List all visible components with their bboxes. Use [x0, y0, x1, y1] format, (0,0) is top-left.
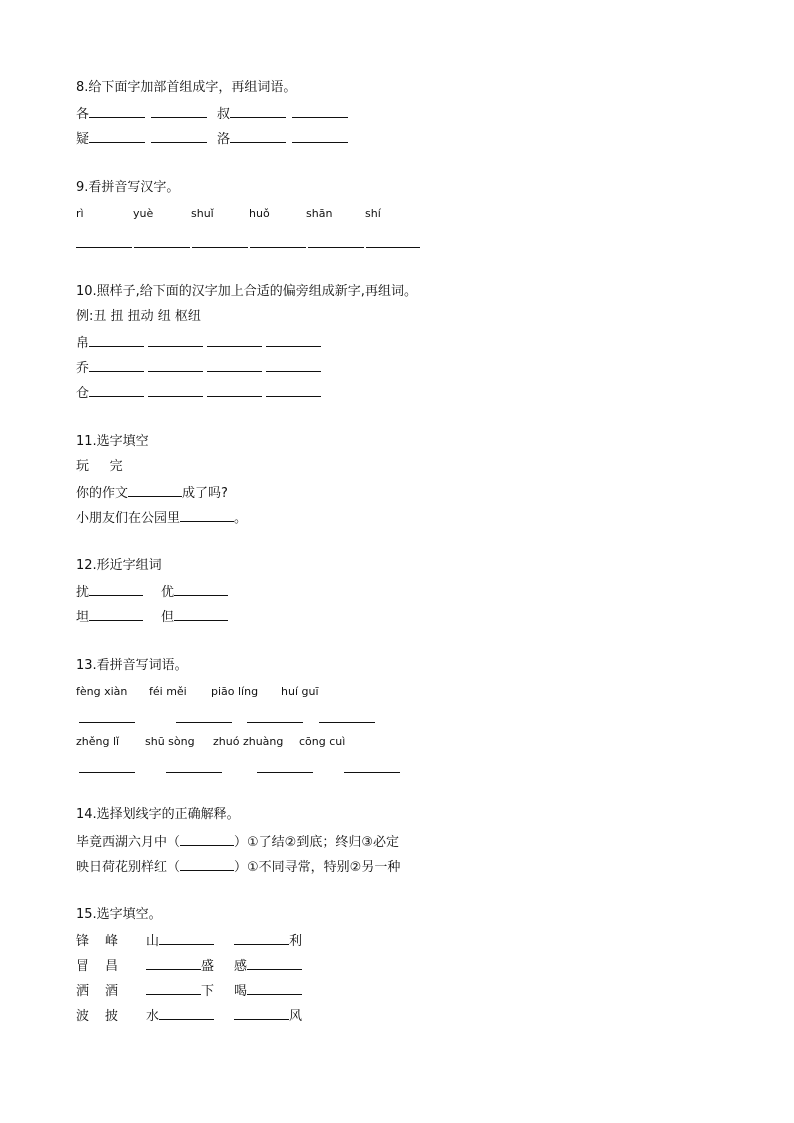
q9-pinyin: rì: [76, 207, 84, 220]
q8-char: 洛: [217, 132, 231, 147]
q12-char: 坦: [76, 610, 90, 625]
q15-row-4: [76, 1006, 302, 1026]
answer-blank[interactable]: [366, 247, 420, 248]
answer-blank[interactable]: [176, 722, 232, 723]
answer-blank[interactable]: [180, 508, 234, 522]
q15-char: 披: [105, 1009, 119, 1024]
q14-l2-before: 映日荷花别样红（: [76, 860, 181, 875]
answer-blank[interactable]: [166, 772, 222, 773]
q12-row-2: [76, 607, 228, 627]
answer-blank[interactable]: [234, 1006, 289, 1020]
q10-char: 仓: [76, 386, 90, 401]
answer-blank[interactable]: [180, 832, 234, 846]
answer-blank[interactable]: [230, 104, 286, 118]
answer-blank[interactable]: [344, 772, 400, 773]
q15-word-part: 利: [289, 934, 303, 949]
q8-row-1: [76, 104, 348, 124]
q13-pinyin: cōng cuì: [299, 735, 346, 748]
q15-row-3: [76, 981, 302, 1001]
q15-row-1: [76, 931, 302, 951]
answer-blank[interactable]: [247, 981, 302, 995]
q13-pinyin: fèng xiàn: [76, 685, 128, 698]
answer-blank[interactable]: [319, 722, 375, 723]
q15-char: 洒: [76, 984, 90, 999]
q13-pinyin: piāo líng: [211, 685, 259, 698]
answer-blank[interactable]: [151, 129, 207, 143]
answer-blank[interactable]: [148, 333, 203, 347]
q15-char: 酒: [105, 984, 119, 999]
answer-blank[interactable]: [159, 1006, 214, 1020]
q14-l1-before: 毕竟西湖六月中（: [76, 835, 181, 850]
q11-sentence-2: [76, 508, 247, 528]
answer-blank[interactable]: [292, 129, 348, 143]
q11-sentence-1: [76, 483, 228, 503]
q8-row-2: [76, 129, 348, 149]
q15-char: 昌: [105, 959, 119, 974]
answer-blank[interactable]: [151, 104, 207, 118]
q10-row-3: [76, 383, 321, 403]
answer-blank[interactable]: [128, 483, 182, 497]
answer-blank[interactable]: [247, 722, 303, 723]
answer-blank[interactable]: [247, 956, 302, 970]
q11-title: 11.选字填空: [76, 434, 149, 449]
q14-l1-after: ）①了结②到底；终归③必定: [234, 835, 399, 850]
answer-blank[interactable]: [207, 333, 262, 347]
answer-blank[interactable]: [192, 247, 248, 248]
answer-blank[interactable]: [207, 358, 262, 372]
q15-char: 冒: [76, 959, 90, 974]
answer-blank[interactable]: [148, 383, 203, 397]
answer-blank[interactable]: [266, 383, 321, 397]
answer-blank[interactable]: [89, 383, 144, 397]
answer-blank[interactable]: [148, 358, 203, 372]
answer-blank[interactable]: [89, 333, 144, 347]
q9-pinyin: huǒ: [249, 207, 270, 220]
q9-pinyin: yuè: [133, 207, 154, 220]
answer-blank[interactable]: [234, 931, 289, 945]
answer-blank[interactable]: [159, 931, 214, 945]
q11-s2-after: 。: [234, 511, 248, 526]
q14-line-2: [76, 857, 400, 877]
answer-blank[interactable]: [230, 129, 286, 143]
q13-pinyin: zhuó zhuàng: [213, 735, 284, 748]
answer-blank[interactable]: [79, 722, 135, 723]
q9-pinyin: shān: [306, 207, 333, 220]
q14-l2-after: ）①不同寻常，特别②另一种: [234, 860, 401, 875]
answer-blank[interactable]: [174, 607, 228, 621]
q15-word-part: 感: [234, 959, 248, 974]
q12-char: 优: [161, 585, 175, 600]
q13-title: 13.看拼音写词语。: [76, 658, 188, 673]
q15-row-2: [76, 956, 302, 976]
q12-title: 12.形近字组词: [76, 558, 162, 573]
q9-pinyin: shuǐ: [191, 207, 214, 220]
q10-row-2: [76, 358, 321, 378]
answer-blank[interactable]: [89, 358, 144, 372]
q15-word-part: 山: [146, 934, 160, 949]
q11-options: 玩 完: [76, 459, 123, 474]
answer-blank[interactable]: [266, 333, 321, 347]
q12-row-1: [76, 582, 228, 602]
q15-word-part: 下: [201, 984, 215, 999]
q8-char: 各: [76, 107, 90, 122]
q9-title: 9.看拼音写汉字。: [76, 180, 180, 195]
answer-blank[interactable]: [292, 104, 348, 118]
answer-blank[interactable]: [89, 582, 143, 596]
q13-pinyin: huí guī: [281, 685, 319, 698]
q11-s2-before: 小朋友们在公园里: [76, 511, 181, 526]
q10-title: 10.照样子,给下面的汉字加上合适的偏旁组成新字,再组词。: [76, 284, 417, 299]
q8-char: 叔: [217, 107, 231, 122]
answer-blank[interactable]: [257, 772, 313, 773]
answer-blank[interactable]: [79, 772, 135, 773]
q14-line-1: [76, 832, 399, 852]
answer-blank[interactable]: [89, 129, 145, 143]
q15-word-part: 盛: [201, 959, 215, 974]
q15-word-part: 喝: [234, 984, 248, 999]
q10-char: 乔: [76, 361, 90, 376]
q13-pinyin: féi měi: [149, 685, 187, 698]
q11-s1-after: 成了吗?: [182, 486, 228, 501]
answer-blank[interactable]: [174, 582, 228, 596]
q8-char: 疑: [76, 132, 90, 147]
q15-char: 峰: [105, 934, 119, 949]
answer-blank[interactable]: [266, 358, 321, 372]
answer-blank[interactable]: [89, 104, 145, 118]
q10-char: 帛: [76, 336, 90, 351]
q15-word-part: 水: [146, 1009, 160, 1024]
q11-s1-before: 你的作文: [76, 486, 129, 501]
answer-blank[interactable]: [308, 247, 364, 248]
q10-example: 例:丑 扭 扭动 纽 枢纽: [76, 309, 201, 324]
q15-word-part: 风: [289, 1009, 303, 1024]
answer-blank[interactable]: [146, 956, 201, 970]
q10-row-1: [76, 333, 321, 353]
q13-pinyin: shū sòng: [145, 735, 195, 748]
q13-pinyin: zhěng lǐ: [76, 735, 120, 748]
answer-blank[interactable]: [207, 383, 262, 397]
answer-blank[interactable]: [89, 607, 143, 621]
q14-title: 14.选择划线字的正确解释。: [76, 807, 240, 822]
answer-blank[interactable]: [134, 247, 190, 248]
q12-char: 扰: [76, 585, 90, 600]
answer-blank[interactable]: [146, 981, 201, 995]
q15-char: 锋: [76, 934, 90, 949]
q9-pinyin: shí: [365, 207, 381, 220]
answer-blank[interactable]: [76, 247, 132, 248]
q15-char: 波: [76, 1009, 90, 1024]
q15-title: 15.选字填空。: [76, 907, 162, 922]
q12-char: 但: [161, 610, 175, 625]
answer-blank[interactable]: [250, 247, 306, 248]
answer-blank[interactable]: [180, 857, 234, 871]
q8-title: 8.给下面字加部首组成字，再组词语。: [76, 80, 297, 95]
